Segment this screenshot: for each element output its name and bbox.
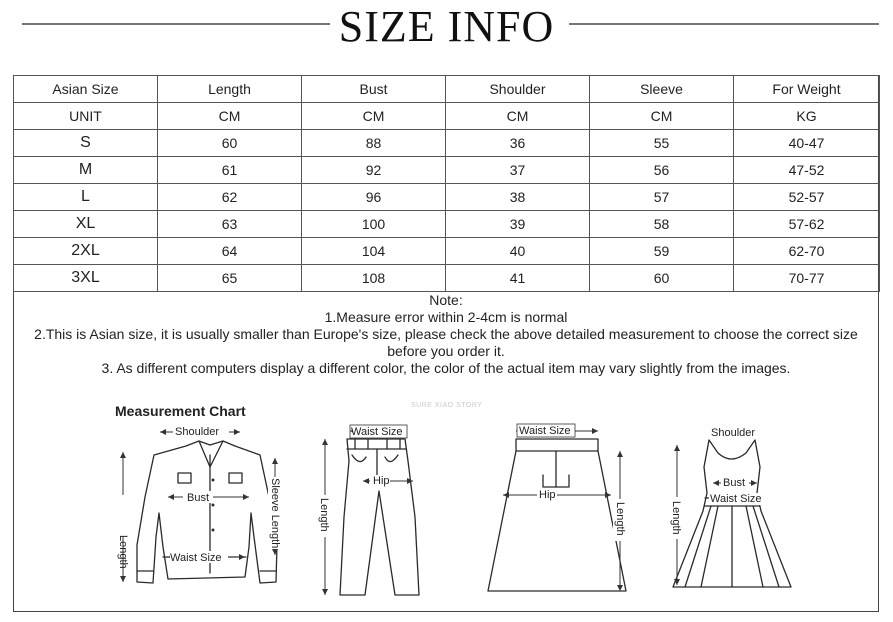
dress-shoulder-label: Shoulder xyxy=(711,427,756,439)
table-unit-row xyxy=(14,103,880,130)
header-sleeve: Sleeve xyxy=(590,76,734,103)
note-line-2: 2.This is Asian size, it is usually smaller than Europe's size, please check the above detailed measurement to choose the correct size before you order it. xyxy=(34,326,858,359)
dress-bust-label: Bust xyxy=(723,477,746,489)
pants-hip-label: Hip xyxy=(373,475,390,487)
note-line-1: 1.Measure error within 2-4cm is normal xyxy=(324,309,568,325)
note-line-3: 3. As different computers display a different color, the color of the actual item may vary slightly from the images. xyxy=(101,360,791,376)
table-cell: 62 xyxy=(158,184,302,211)
table-cell: 58 xyxy=(590,211,734,238)
skirt-waist-label: Waist Size xyxy=(519,425,571,437)
table-cell: 57-62 xyxy=(734,211,880,238)
dress-length-label: Length xyxy=(670,501,682,535)
pants-waist-label: Waist Size xyxy=(351,426,403,438)
pants-length-label: Length xyxy=(318,498,330,532)
table-cell: 37 xyxy=(446,157,590,184)
table-cell: 41 xyxy=(446,265,590,292)
unit-cell: UNIT xyxy=(14,103,158,130)
dress-waist-label: Waist Size xyxy=(710,493,762,505)
unit-cell: CM xyxy=(446,103,590,130)
header-bust: Bust xyxy=(302,76,446,103)
table-cell: 36 xyxy=(446,130,590,157)
table-row xyxy=(14,265,880,292)
table-cell: 56 xyxy=(590,157,734,184)
shirt-shoulder-label: Shoulder xyxy=(175,426,220,438)
size-cell: S xyxy=(14,130,158,157)
shirt-sleeve-label: Sleeve Length xyxy=(269,478,281,549)
table-cell: 38 xyxy=(446,184,590,211)
table-cell: 40-47 xyxy=(734,130,880,157)
table-row xyxy=(14,130,880,157)
unit-cell: CM xyxy=(590,103,734,130)
table-cell: 92 xyxy=(302,157,446,184)
skirt-hip-label: Hip xyxy=(539,489,556,501)
notes-section xyxy=(13,292,879,377)
pants-illustration xyxy=(340,439,419,595)
page-title: SIZE INFO xyxy=(338,2,555,51)
table-cell: 64 xyxy=(158,238,302,265)
table-cell: 39 xyxy=(446,211,590,238)
table-row xyxy=(14,238,880,265)
header-asian-size: Asian Size xyxy=(14,76,158,103)
table-header-row xyxy=(14,76,880,103)
table-cell: 96 xyxy=(302,184,446,211)
shirt-length-label: Length xyxy=(117,535,129,569)
table-row xyxy=(14,157,880,184)
size-cell: 3XL xyxy=(14,265,158,292)
unit-cell: KG xyxy=(734,103,880,130)
table-cell: 40 xyxy=(446,238,590,265)
table-cell: 55 xyxy=(590,130,734,157)
size-cell: M xyxy=(14,157,158,184)
table-cell: 47-52 xyxy=(734,157,880,184)
unit-cell: CM xyxy=(158,103,302,130)
watermark-text: SURE XIAO STORY xyxy=(411,402,483,409)
table-cell: 60 xyxy=(158,130,302,157)
table-cell: 104 xyxy=(302,238,446,265)
table-cell: 100 xyxy=(302,211,446,238)
measurement-chart-title: Measurement Chart xyxy=(115,403,246,419)
notes-heading: Note: xyxy=(429,292,463,308)
size-cell: XL xyxy=(14,211,158,238)
size-cell: L xyxy=(14,184,158,211)
title-divider-right xyxy=(569,23,879,25)
table-row xyxy=(14,184,880,211)
header-shoulder: Shoulder xyxy=(446,76,590,103)
header-length: Length xyxy=(158,76,302,103)
table-cell: 88 xyxy=(302,130,446,157)
table-cell: 65 xyxy=(158,265,302,292)
dress-illustration xyxy=(673,440,791,587)
table-cell: 62-70 xyxy=(734,238,880,265)
table-cell: 108 xyxy=(302,265,446,292)
shirt-bust-label: Bust xyxy=(187,492,210,504)
unit-cell: CM xyxy=(302,103,446,130)
skirt-length-label: Length xyxy=(614,502,626,536)
skirt-illustration xyxy=(488,439,626,591)
table-cell: 60 xyxy=(590,265,734,292)
table-cell: 61 xyxy=(158,157,302,184)
table-cell: 63 xyxy=(158,211,302,238)
size-cell: 2XL xyxy=(14,238,158,265)
table-row xyxy=(14,211,880,238)
header-for-weight: For Weight xyxy=(734,76,880,103)
measurement-illustration xyxy=(13,395,879,605)
table-cell: 59 xyxy=(590,238,734,265)
table-cell: 57 xyxy=(590,184,734,211)
shirt-waist-label: Waist Size xyxy=(170,552,222,564)
size-table xyxy=(13,75,880,292)
table-cell: 70-77 xyxy=(734,265,880,292)
table-cell: 52-57 xyxy=(734,184,880,211)
